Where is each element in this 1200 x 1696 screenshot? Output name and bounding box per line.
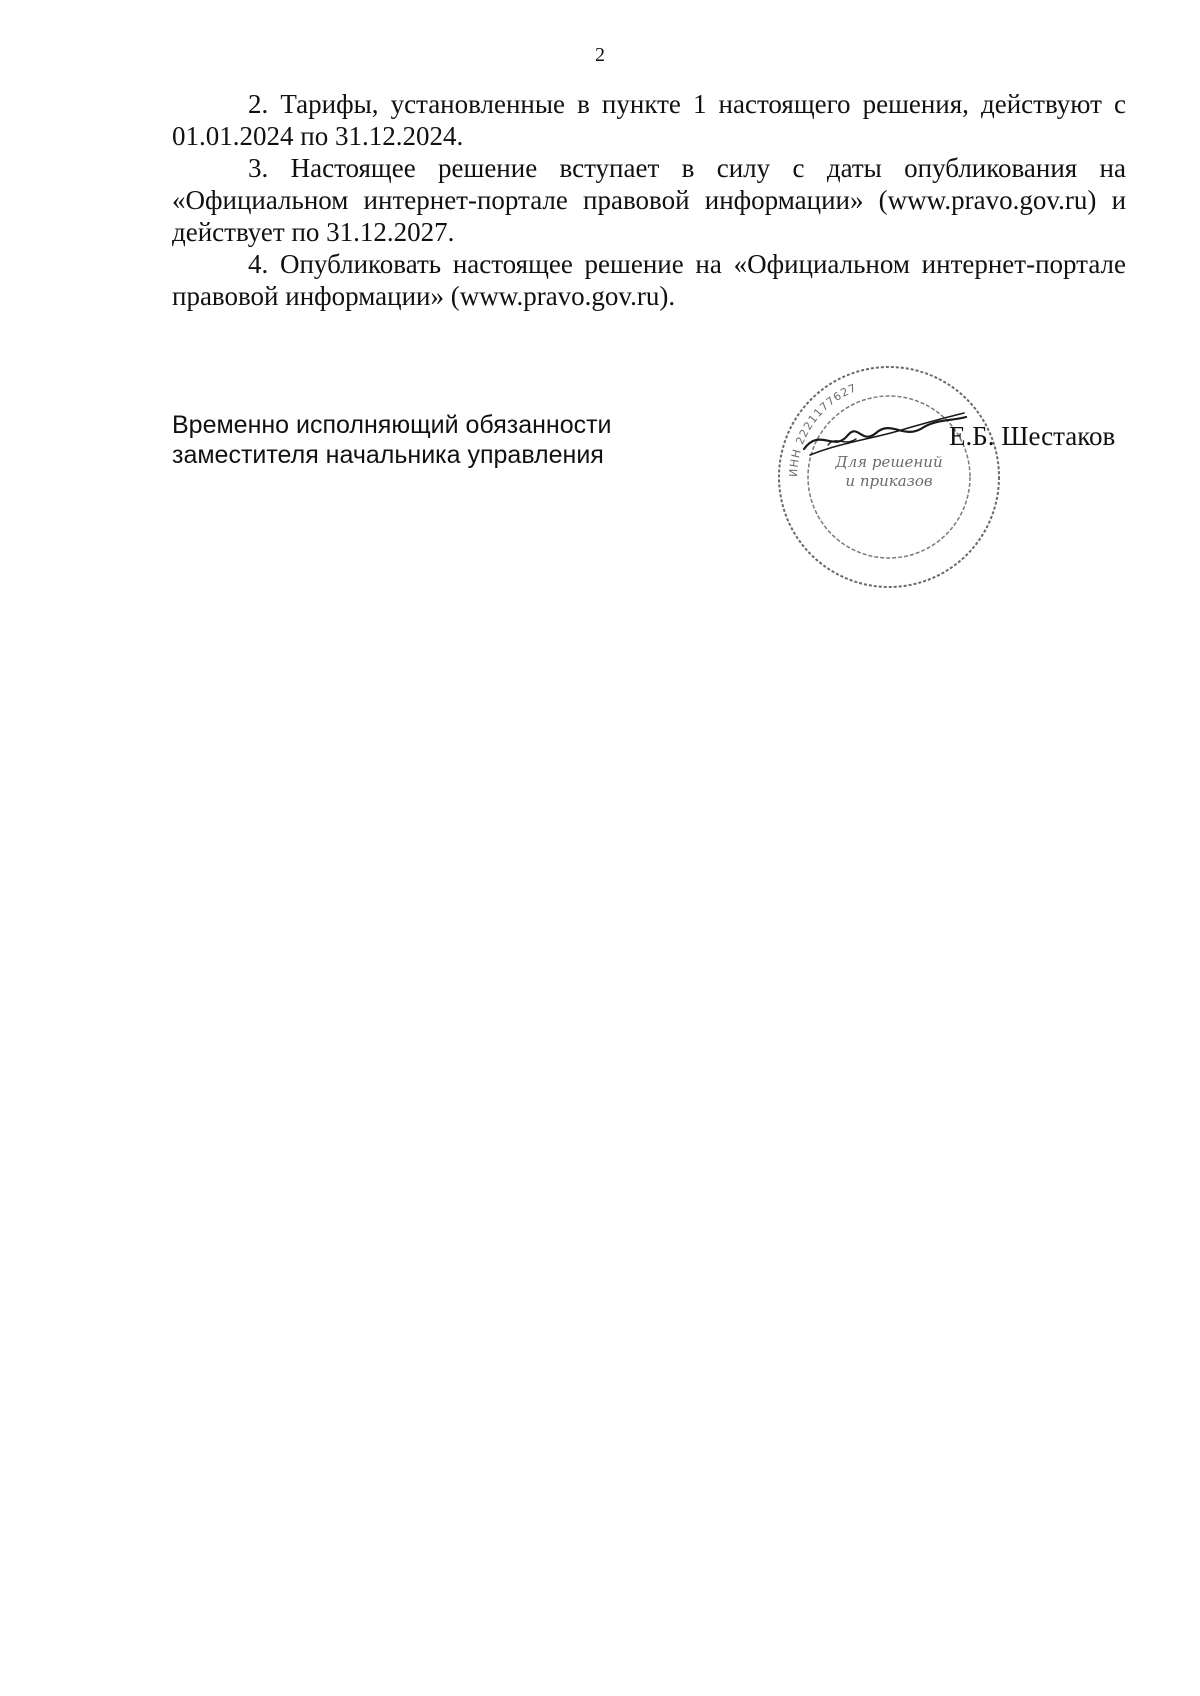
page-number: 2 xyxy=(595,44,605,66)
paragraph-2-line1: 2. Тарифы, установленные в пункте 1 настоящего решения, действуют xyxy=(248,89,1102,119)
seal-center-line1: Для решений xyxy=(835,453,943,471)
paragraph-3 xyxy=(172,152,1126,248)
paragraph-3-line3: и действует по 31.12.2027. xyxy=(172,185,1127,247)
signer-name: Е.Б. Шестаков xyxy=(949,421,1116,451)
seal-inn-text: ИНН 2221177627 xyxy=(786,381,859,478)
handwritten-signature-icon xyxy=(800,405,970,465)
paragraph-4-line1: 4. Опубликовать настоящее решение на «Официальном интернет- xyxy=(248,249,1036,279)
paragraph-2 xyxy=(172,88,1126,152)
signer-position-line2: заместителя начальника управления xyxy=(172,441,604,469)
paragraph-2-line2: с 01.01.2024 по 31.12.2024. xyxy=(172,89,1126,151)
signer-position-line1: Временно исполняющий обязанности xyxy=(172,411,612,439)
paragraph-3-line1: 3. Настоящее решение вступает в силу с даты опубликования на xyxy=(248,153,1126,183)
signer-position xyxy=(172,410,612,470)
paragraph-4-line2: портале правовой информации» (www.pravo.gov.ru). xyxy=(172,249,1126,311)
paragraph-4 xyxy=(172,248,1126,312)
paragraph-3-line2: «Официальном интернет-портале правовой информации» (www.pravo.gov.ru) xyxy=(172,185,1097,215)
seal-center-line2: и приказов xyxy=(845,472,933,490)
round-seal-icon xyxy=(776,364,1002,590)
document-body xyxy=(172,88,1126,312)
